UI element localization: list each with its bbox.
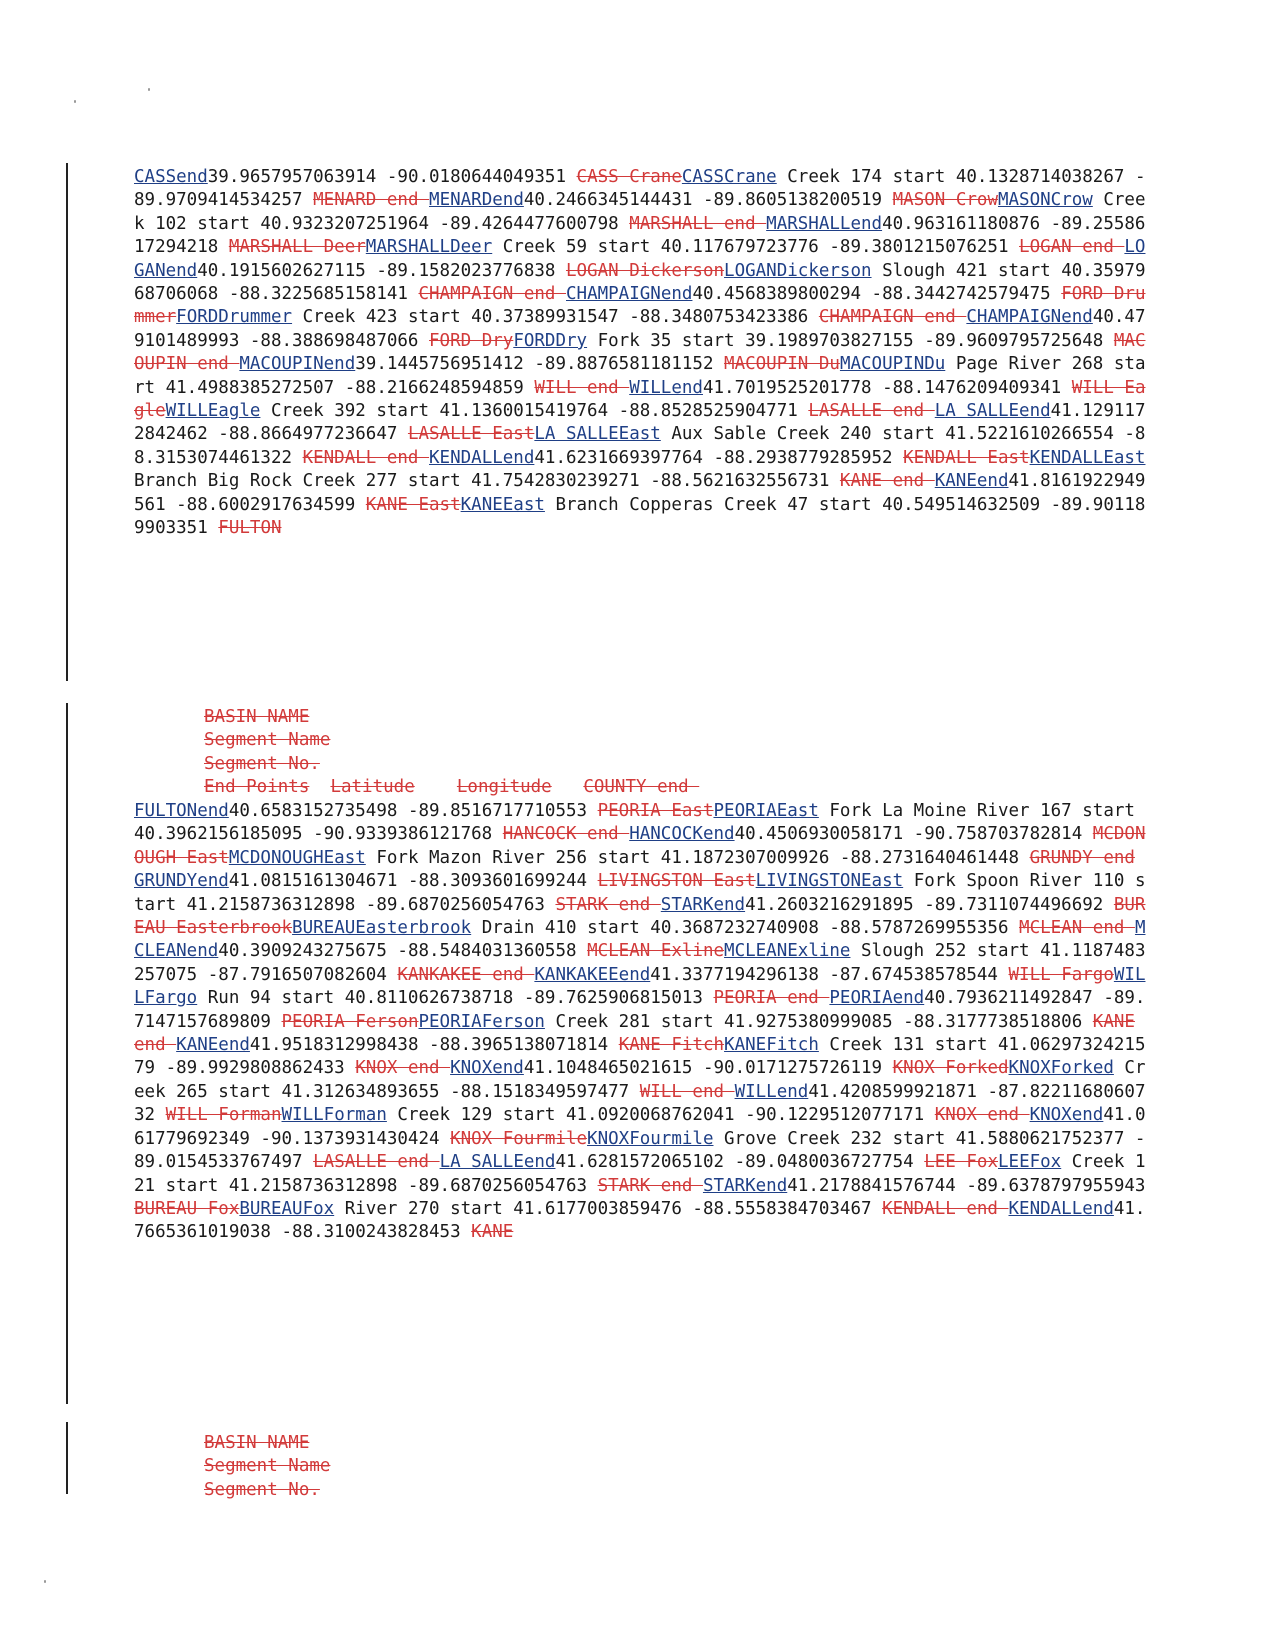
deleted-table-header-1 — [204, 706, 699, 800]
inserted-text: KANEend — [934, 471, 1009, 492]
inserted-text: HANCOCKend — [629, 824, 735, 845]
deleted-text: STARK end — [555, 894, 661, 915]
body-text: Grove Creek 232 start 41.5880621752377 -89.0154533767497 — [134, 1128, 1146, 1173]
deleted-text: FULTON — [218, 518, 282, 539]
inserted-text: FULTONend — [134, 801, 229, 821]
revision-change-bar — [66, 703, 68, 1404]
deleted-text: KNOX end — [355, 1058, 451, 1079]
body-text: Fork Mazon River 256 start 41.1872307009926 -88.2731640461448 — [365, 847, 1030, 868]
body-text: 41.6281572065102 -89.0480036727754 — [555, 1152, 925, 1173]
body-text: 41.1291172842462 -88.8664977236647 — [134, 401, 1146, 445]
deleted-text: WILL Eagle — [134, 377, 1146, 422]
body-text: Fork Spoon River 110 start 41.2158736312898 -89.6870256054763 — [134, 871, 1146, 915]
deleted-text: KANE Fitch — [618, 1035, 725, 1056]
body-text: Creek 174 start 40.1328714038267 -89.9709414534257 — [134, 167, 1146, 211]
deleted-text: KENDALL end — [302, 447, 430, 468]
deleted-text: STARK end — [597, 1175, 703, 1196]
inserted-text: PEORIAFerson — [418, 1011, 545, 1032]
body-text: 40.3909243275675 -88.5484031360558 — [218, 941, 588, 962]
body-text: Creek 265 start 41.312634893655 -88.1518349597477 — [134, 1058, 1146, 1102]
inserted-text: WILLForman — [281, 1105, 387, 1126]
deleted-header-county-end: COUNTY end — [583, 777, 700, 798]
deleted-text: BUREAU Easterbrook — [134, 894, 1146, 939]
deleted-header-segment-no: Segment No. — [204, 1479, 320, 1500]
body-text: 39.9657957063914 -90.0180644049351 — [207, 167, 577, 187]
deleted-text: KANE end — [134, 1011, 1135, 1056]
body-text: Creek 392 start 41.1360015419764 -88.8528525904771 — [260, 401, 809, 422]
inserted-text: KANEend — [176, 1035, 250, 1056]
deleted-text: MACOUPIN end — [134, 330, 1146, 375]
deleted-text: PEORIA East — [597, 801, 714, 821]
inserted-text: KNOXend — [1029, 1105, 1104, 1126]
deleted-text: MCLEAN end — [1019, 918, 1135, 939]
deleted-header-basin-name: BASIN NAME — [204, 707, 310, 727]
deleted-text: MARSHALL Deer — [228, 237, 366, 258]
body-text: 41.9518312998438 -88.3965138071814 — [249, 1035, 619, 1056]
body-text: 40.1915602627115 -89.1582023776838 — [197, 260, 566, 281]
body-text: Drain 410 start 40.3687232740908 -88.5787269955356 — [471, 918, 1020, 939]
deleted-text: KENDALL East — [903, 447, 1030, 468]
body-text: Fork 35 start 39.1989703827155 -89.9609795725648 — [587, 330, 1114, 351]
body-text: 41.2603216291895 -89.7311074496692 — [745, 894, 1114, 915]
inserted-text: MACOUPINDu — [839, 354, 946, 375]
inserted-text: LA SALLEEast — [534, 424, 661, 445]
body-text: Creek 423 start 40.37389931547 -88.3480753423386 — [292, 307, 819, 328]
inserted-text: MCLEANend — [134, 918, 1146, 962]
deleted-text: KANE end — [839, 471, 935, 492]
inserted-text: WILLend — [629, 377, 703, 398]
deleted-text: PEORIA end — [713, 988, 830, 1009]
inserted-text: MARSHALLend — [766, 213, 883, 234]
body-text: 41.2178841576744 -89.6378797955943 — [787, 1175, 1146, 1196]
inserted-text: LEEFox — [998, 1152, 1062, 1173]
body-text: Aux Sable Creek 240 start 41.5221610266554 -88.3153074461322 — [134, 424, 1146, 468]
scan-speck — [148, 88, 150, 91]
body-text: Creek 281 start 41.9275380999085 -88.3177738518806 — [544, 1011, 1093, 1032]
revision-change-bar — [66, 1422, 68, 1494]
inserted-text: MACOUPINend — [239, 354, 356, 375]
deleted-header-longitude: Longitude — [456, 777, 552, 798]
inserted-text: LA SALLEend — [439, 1152, 556, 1173]
body-text: Creek 131 start 41.0629732421579 -89.9929808862433 — [134, 1035, 1146, 1079]
body-text: Page River 268 start 41.4988385272507 -88.2166248594859 — [134, 354, 1146, 398]
body-text: 40.4506930058171 -90.758703782814 — [734, 824, 1093, 845]
deleted-text: MCLEAN Exline — [587, 941, 725, 962]
body-text: River 270 start 41.6177003859476 -88.5558384703467 — [334, 1198, 883, 1219]
body-text: 40.7936211492847 -89.7147157689809 — [134, 988, 1146, 1032]
deleted-text: MARSHALL end — [629, 213, 767, 234]
body-text: Branch Big Rock Creek 277 start 41.7542830239271 -88.5621632556731 — [134, 471, 840, 492]
inserted-text: BUREAUFox — [239, 1198, 335, 1219]
inserted-text: LIVINGSTONEast — [755, 871, 904, 892]
body-text: Creek 59 start 40.117679723776 -89.3801215076251 — [492, 237, 1020, 258]
inserted-text: CASSCrane — [681, 167, 777, 187]
body-text: 41.7019525201778 -88.1476209409341 — [702, 377, 1072, 398]
body-text: Creek 121 start 41.2158736312898 -89.6870256054763 — [134, 1152, 1146, 1196]
deleted-header-segment-name: Segment Name — [204, 730, 331, 751]
deleted-text: HANCOCK end — [502, 824, 630, 845]
inserted-text: MCLEANExline — [724, 941, 851, 962]
deleted-text: LASALLE East — [407, 424, 535, 445]
deleted-table-header-2 — [204, 1432, 330, 1502]
body-text: Creek 102 start 40.9323207251964 -89.4264477600798 — [134, 190, 1146, 234]
deleted-text: FORD Dry — [429, 330, 514, 351]
body-text: 39.1445756951412 -89.8876581181152 — [355, 354, 725, 375]
inserted-text: KNOXend — [450, 1058, 524, 1079]
body-text: 41.6231669397764 -88.2938779285952 — [534, 447, 904, 468]
body-text: Slough 421 start 40.3597968706068 -88.3225685158141 — [134, 260, 1146, 305]
tracked-changes-paragraph-1 — [134, 166, 1154, 541]
inserted-text: FORDDrummer — [176, 307, 293, 328]
inserted-text: GRUNDYend — [134, 871, 229, 892]
body-text: Run 94 start 40.8110626738718 -89.7625906815013 — [197, 988, 714, 1009]
inserted-text: KNOXForked — [1008, 1058, 1114, 1079]
inserted-text: KANEFitch — [724, 1035, 819, 1056]
deleted-text: LASALLE end — [808, 401, 935, 422]
inserted-text: MCDONOUGHEast — [228, 847, 366, 868]
scan-speck — [44, 1580, 46, 1583]
body-text: 41.3377194296138 -87.674538578544 — [650, 964, 1009, 985]
inserted-text: PEORIAend — [829, 988, 925, 1009]
inserted-text: WILLEagle — [165, 401, 261, 422]
deleted-text: LOGAN Dickerson — [565, 260, 725, 281]
body-text: Creek 129 start 41.0920068762041 -90.1229512077171 — [386, 1105, 935, 1126]
deleted-text: FORD Drummer — [134, 284, 1146, 328]
deleted-text: CASS Crane — [576, 167, 682, 187]
inserted-text: CHAMPAIGNend — [566, 284, 693, 305]
inserted-text: KENDALLend — [1008, 1198, 1114, 1219]
deleted-header-latitude: Latitude — [330, 777, 415, 798]
deleted-header-segment-name: Segment Name — [204, 1456, 331, 1477]
deleted-text: KENDALL end — [882, 1198, 1009, 1219]
body-text: 41.7665361019038 -88.3100243828453 — [134, 1198, 1146, 1243]
tracked-changes-paragraph-2 — [134, 800, 1154, 1245]
inserted-text: CHAMPAIGNend — [966, 307, 1093, 328]
inserted-text: STARKend — [660, 894, 746, 915]
deleted-header-basin-name: BASIN NAME — [204, 1433, 310, 1453]
deleted-text: WILL end — [534, 377, 630, 398]
body-text: 40.2466345144431 -89.8605138200519 — [523, 190, 893, 211]
deleted-text: KNOX Forked — [892, 1058, 1009, 1079]
inserted-text: MARSHALLDeer — [365, 237, 493, 258]
deleted-header-end-points: End Points — [204, 777, 310, 798]
body-text: 41.061779692349 -90.1373931430424 — [134, 1105, 1146, 1149]
body-text: Branch Copperas Creek 47 start 40.549514632509 -89.901189903351 — [134, 494, 1146, 539]
inserted-text: BUREAUEasterbrook — [292, 918, 472, 939]
inserted-text: LA SALLEend — [934, 401, 1051, 422]
deleted-text: GRUNDY end — [1029, 847, 1135, 868]
body-text: 40.6583152735498 -89.8516717710553 — [228, 801, 598, 821]
inserted-text: PEORIAEast — [713, 801, 819, 821]
body-text: Fork La Moine River 167 start 40.3962156185095 -90.9339386121768 — [134, 801, 1135, 845]
inserted-text: KNOXFourmile — [587, 1128, 714, 1149]
inserted-text: WILLend — [734, 1081, 809, 1102]
inserted-text: MENARDend — [429, 190, 524, 211]
inserted-text: MASONCrow — [997, 190, 1093, 211]
inserted-text: LOGANDickerson — [724, 260, 872, 281]
body-text: 41.0815161304671 -88.3093601699244 — [228, 871, 598, 892]
deleted-text: WILL Fargo — [1008, 964, 1114, 985]
deleted-text: KNOX Fourmile — [450, 1128, 588, 1149]
scan-speck — [74, 100, 76, 103]
inserted-text: LOGANend — [134, 237, 1146, 281]
deleted-text: KANE East — [365, 494, 461, 515]
deleted-text: LASALLE end — [313, 1152, 440, 1173]
deleted-text: PEORIA Ferson — [281, 1011, 419, 1032]
deleted-text: LIVINGSTON East — [597, 871, 756, 892]
inserted-text: KENDALLEast — [1029, 447, 1146, 468]
deleted-text: KNOX end — [934, 1105, 1030, 1126]
deleted-text: MCDONOUGH East — [134, 824, 1146, 868]
inserted-text: FORDDry — [513, 330, 588, 351]
inserted-text: WILLFargo — [134, 964, 1146, 1009]
body-text: 40.963161180876 -89.2558617294218 — [134, 213, 1146, 258]
deleted-text: LOGAN end — [1019, 237, 1125, 258]
deleted-text: CHAMPAIGN end — [418, 284, 566, 305]
deleted-header-row — [204, 776, 699, 799]
body-text: 40.479101489993 -88.388698487066 — [134, 307, 1146, 351]
deleted-text: BUREAU Fox — [134, 1198, 240, 1219]
inserted-text: CASSend — [134, 167, 208, 187]
inserted-text: STARKend — [702, 1175, 788, 1196]
deleted-text: CHAMPAIGN end — [818, 307, 967, 328]
deleted-text: MASON Crow — [892, 190, 998, 211]
revision-change-bar — [66, 163, 68, 681]
inserted-text: KANKAKEEend — [534, 964, 651, 985]
deleted-text: WILL end — [639, 1081, 735, 1102]
deleted-text: LEE Fox — [924, 1152, 998, 1173]
deleted-text: MACOUPIN Du — [724, 354, 840, 375]
inserted-text: KANEEast — [460, 494, 545, 515]
body-text: 41.8161922949561 -88.6002917634599 — [134, 471, 1146, 515]
deleted-text: KANE — [471, 1222, 514, 1243]
body-text: 40.4568389800294 -88.3442742579475 — [692, 284, 1062, 305]
deleted-header-segment-no: Segment No. — [204, 753, 320, 774]
inserted-text: KENDALLend — [429, 447, 535, 468]
deleted-text: MENARD end — [313, 190, 430, 211]
body-text: 41.4208599921871 -87.8221168060732 — [134, 1081, 1146, 1126]
body-text: 41.1048465021615 -90.0171275726119 — [523, 1058, 893, 1079]
deleted-text: KANKAKEE end — [397, 964, 535, 985]
deleted-text: WILL Forman — [165, 1105, 282, 1126]
body-text: Slough 252 start 41.1187483257075 -87.7916507082604 — [134, 941, 1146, 985]
